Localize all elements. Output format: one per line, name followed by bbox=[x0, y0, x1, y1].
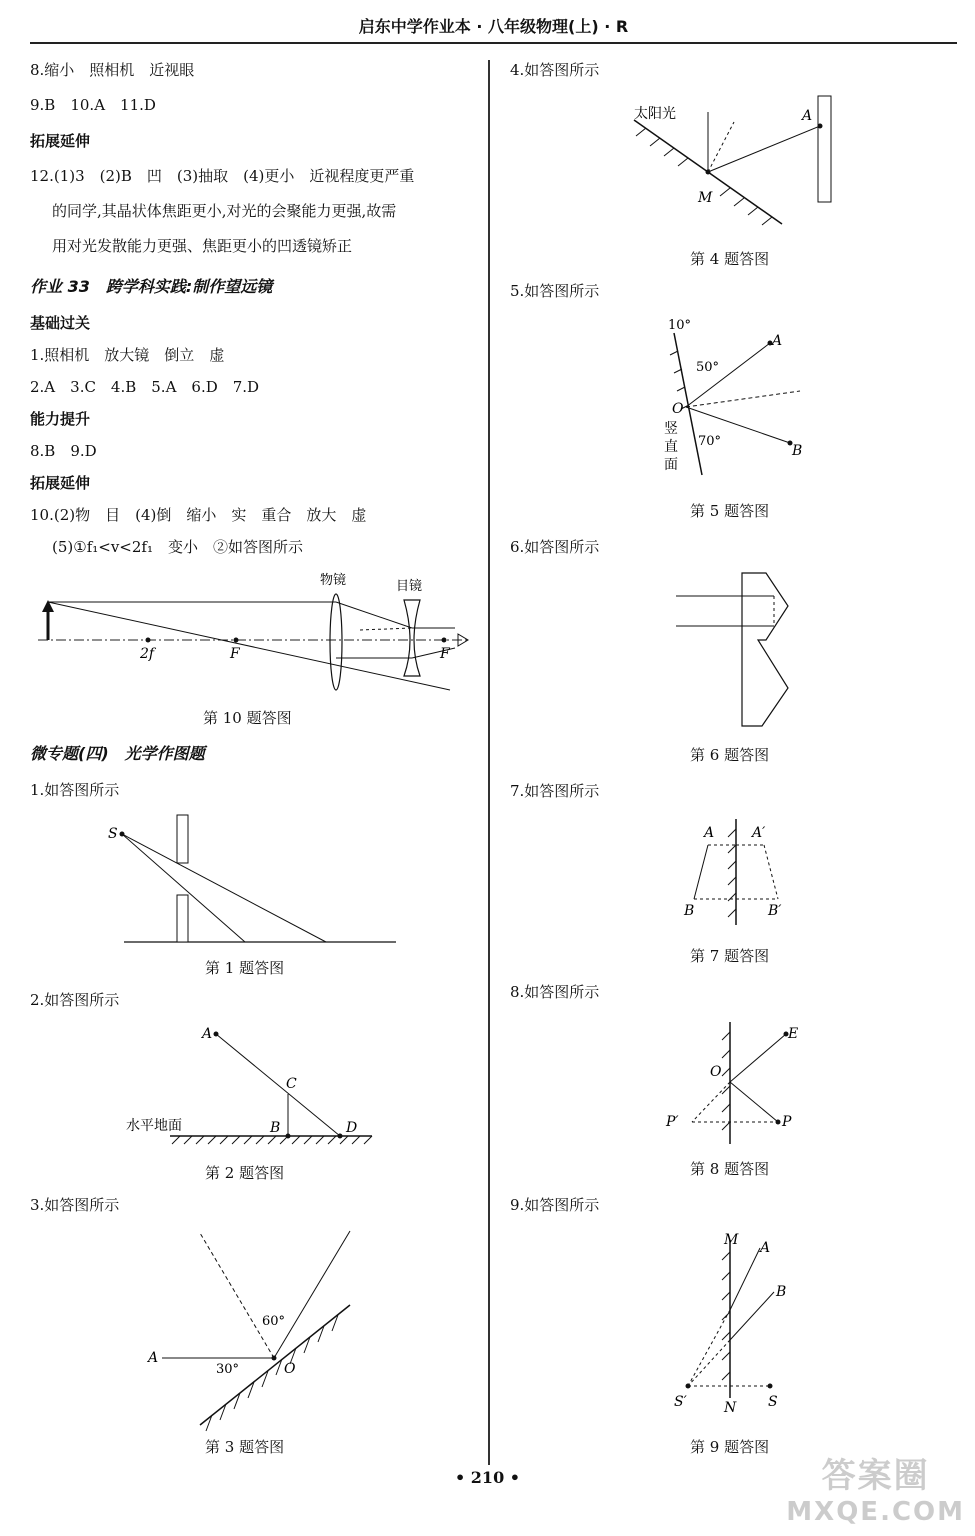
label-wall-1: 竖 bbox=[664, 421, 678, 437]
label-30deg: 30° bbox=[216, 1362, 240, 1377]
label-A-prime: A′ bbox=[752, 825, 766, 841]
header-rule bbox=[30, 42, 957, 44]
caption-fig5: 第 5 题答图 bbox=[690, 502, 770, 520]
label-M: M bbox=[698, 190, 713, 206]
answer-q12-line3: 用对光发散能力更强、焦距更小的凹透镜矫正 bbox=[52, 237, 353, 255]
label-F1: F bbox=[230, 646, 240, 662]
figure-10-telescope bbox=[30, 570, 480, 700]
label-F2: F bbox=[440, 646, 450, 662]
label-S-prime: S′ bbox=[674, 1394, 687, 1410]
answer-ability: 8.B 9.D bbox=[30, 442, 97, 460]
section-extension-2: 拓展延伸 bbox=[30, 474, 91, 492]
column-divider bbox=[488, 60, 490, 1465]
figure-8 bbox=[660, 1018, 810, 1148]
watermark bbox=[786, 1458, 965, 1530]
caption-fig10: 第 10 题答图 bbox=[203, 709, 292, 727]
caption-fig7: 第 7 题答图 bbox=[690, 947, 770, 965]
answer-q12-line1: 12.(1)3 (2)B 凹 (3)抽取 (4)更小 近视程度更严重 bbox=[30, 167, 415, 185]
problem-9: 9.如答图所示 bbox=[510, 1196, 600, 1214]
figure-2 bbox=[120, 1020, 380, 1150]
topic-title: 微专题(四) 光学作图题 bbox=[30, 744, 205, 763]
page-number: • 210 • bbox=[455, 1468, 520, 1487]
label-ground: 水平地面 bbox=[126, 1118, 182, 1134]
problem-7: 7.如答图所示 bbox=[510, 782, 600, 800]
label-wall-2: 直 bbox=[664, 439, 678, 455]
answer-q9: 9.B 10.A 11.D bbox=[30, 96, 156, 114]
label-A: A bbox=[704, 825, 715, 841]
label-C: C bbox=[286, 1076, 297, 1092]
label-P-prime: P′ bbox=[666, 1114, 679, 1130]
label-B: B bbox=[270, 1120, 281, 1136]
caption-fig4: 第 4 题答图 bbox=[690, 250, 770, 268]
answer-q8: 8.缩小 照相机 近视眼 bbox=[30, 61, 195, 79]
label-P: P bbox=[782, 1114, 792, 1130]
label-S: S bbox=[768, 1394, 778, 1410]
problem-4: 4.如答图所示 bbox=[510, 61, 600, 79]
caption-fig6: 第 6 题答图 bbox=[690, 746, 770, 764]
answer-basic-2: 2.A 3.C 4.B 5.A 6.D 7.D bbox=[30, 378, 260, 396]
figure-4 bbox=[630, 92, 850, 242]
label-O: O bbox=[710, 1064, 722, 1080]
label-objective: 物镜 bbox=[320, 573, 347, 588]
label-O: O bbox=[672, 401, 684, 417]
answer-basic-1: 1.照相机 放大镜 倒立 虚 bbox=[30, 346, 225, 364]
label-A: A bbox=[772, 333, 783, 349]
label-B: B bbox=[792, 443, 803, 459]
label-10deg: 10° bbox=[668, 318, 692, 333]
figure-5 bbox=[660, 315, 820, 480]
label-50deg: 50° bbox=[696, 360, 720, 375]
figure-9 bbox=[670, 1230, 810, 1430]
section-basic: 基础过关 bbox=[30, 314, 91, 332]
label-A: A bbox=[802, 108, 813, 124]
caption-fig3: 第 3 题答图 bbox=[205, 1438, 285, 1456]
label-2f: 2f bbox=[140, 646, 155, 662]
label-E: E bbox=[788, 1026, 799, 1042]
problem-6: 6.如答图所示 bbox=[510, 538, 600, 556]
section-extension-1: 拓展延伸 bbox=[30, 132, 91, 150]
figure-7 bbox=[680, 815, 800, 930]
label-B: B bbox=[776, 1284, 787, 1300]
watermark-line2: MXQE.COM bbox=[786, 1497, 965, 1527]
label-A: A bbox=[760, 1240, 771, 1256]
caption-fig9: 第 9 题答图 bbox=[690, 1438, 770, 1456]
problem-2: 2.如答图所示 bbox=[30, 991, 120, 1009]
problem-5: 5.如答图所示 bbox=[510, 282, 600, 300]
problem-8: 8.如答图所示 bbox=[510, 983, 600, 1001]
caption-fig8: 第 8 题答图 bbox=[690, 1160, 770, 1178]
answer-q12-line2: 的同学,其晶状体焦距更小,对光的会聚能力更强,故需 bbox=[52, 202, 397, 220]
label-S: S bbox=[108, 826, 118, 842]
label-A: A bbox=[202, 1026, 213, 1042]
label-B: B bbox=[684, 903, 695, 919]
section-ability: 能力提升 bbox=[30, 410, 91, 428]
answer-q10-line1: 10.(2)物 目 (4)倒 缩小 实 重合 放大 虚 bbox=[30, 506, 367, 524]
label-D: D bbox=[346, 1120, 358, 1136]
label-N: N bbox=[724, 1400, 737, 1416]
label-B-prime: B′ bbox=[768, 903, 782, 919]
page-header: 启东中学作业本 · 八年级物理(上) · R bbox=[358, 17, 629, 36]
label-M: M bbox=[724, 1232, 739, 1248]
problem-1: 1.如答图所示 bbox=[30, 781, 120, 799]
caption-fig2: 第 2 题答图 bbox=[205, 1164, 285, 1182]
label-sunlight: 太阳光 bbox=[634, 106, 676, 122]
figure-1 bbox=[100, 810, 400, 950]
label-wall-3: 面 bbox=[664, 457, 678, 473]
label-O: O bbox=[284, 1361, 296, 1377]
label-60deg: 60° bbox=[262, 1314, 286, 1329]
homework-33-title: 作业 33 跨学科实践:制作望远镜 bbox=[30, 277, 273, 296]
label-eyepiece: 目镜 bbox=[396, 579, 423, 594]
watermark-line1: 答案圈 bbox=[821, 1456, 930, 1496]
label-70deg: 70° bbox=[698, 434, 722, 449]
problem-3: 3.如答图所示 bbox=[30, 1196, 120, 1214]
label-A: A bbox=[148, 1350, 159, 1366]
caption-fig1: 第 1 题答图 bbox=[205, 959, 285, 977]
answer-q10-line2: (5)①f₁<v<2f₁ 变小 ②如答图所示 bbox=[52, 538, 303, 556]
figure-3 bbox=[140, 1225, 360, 1435]
figure-6 bbox=[670, 568, 810, 733]
